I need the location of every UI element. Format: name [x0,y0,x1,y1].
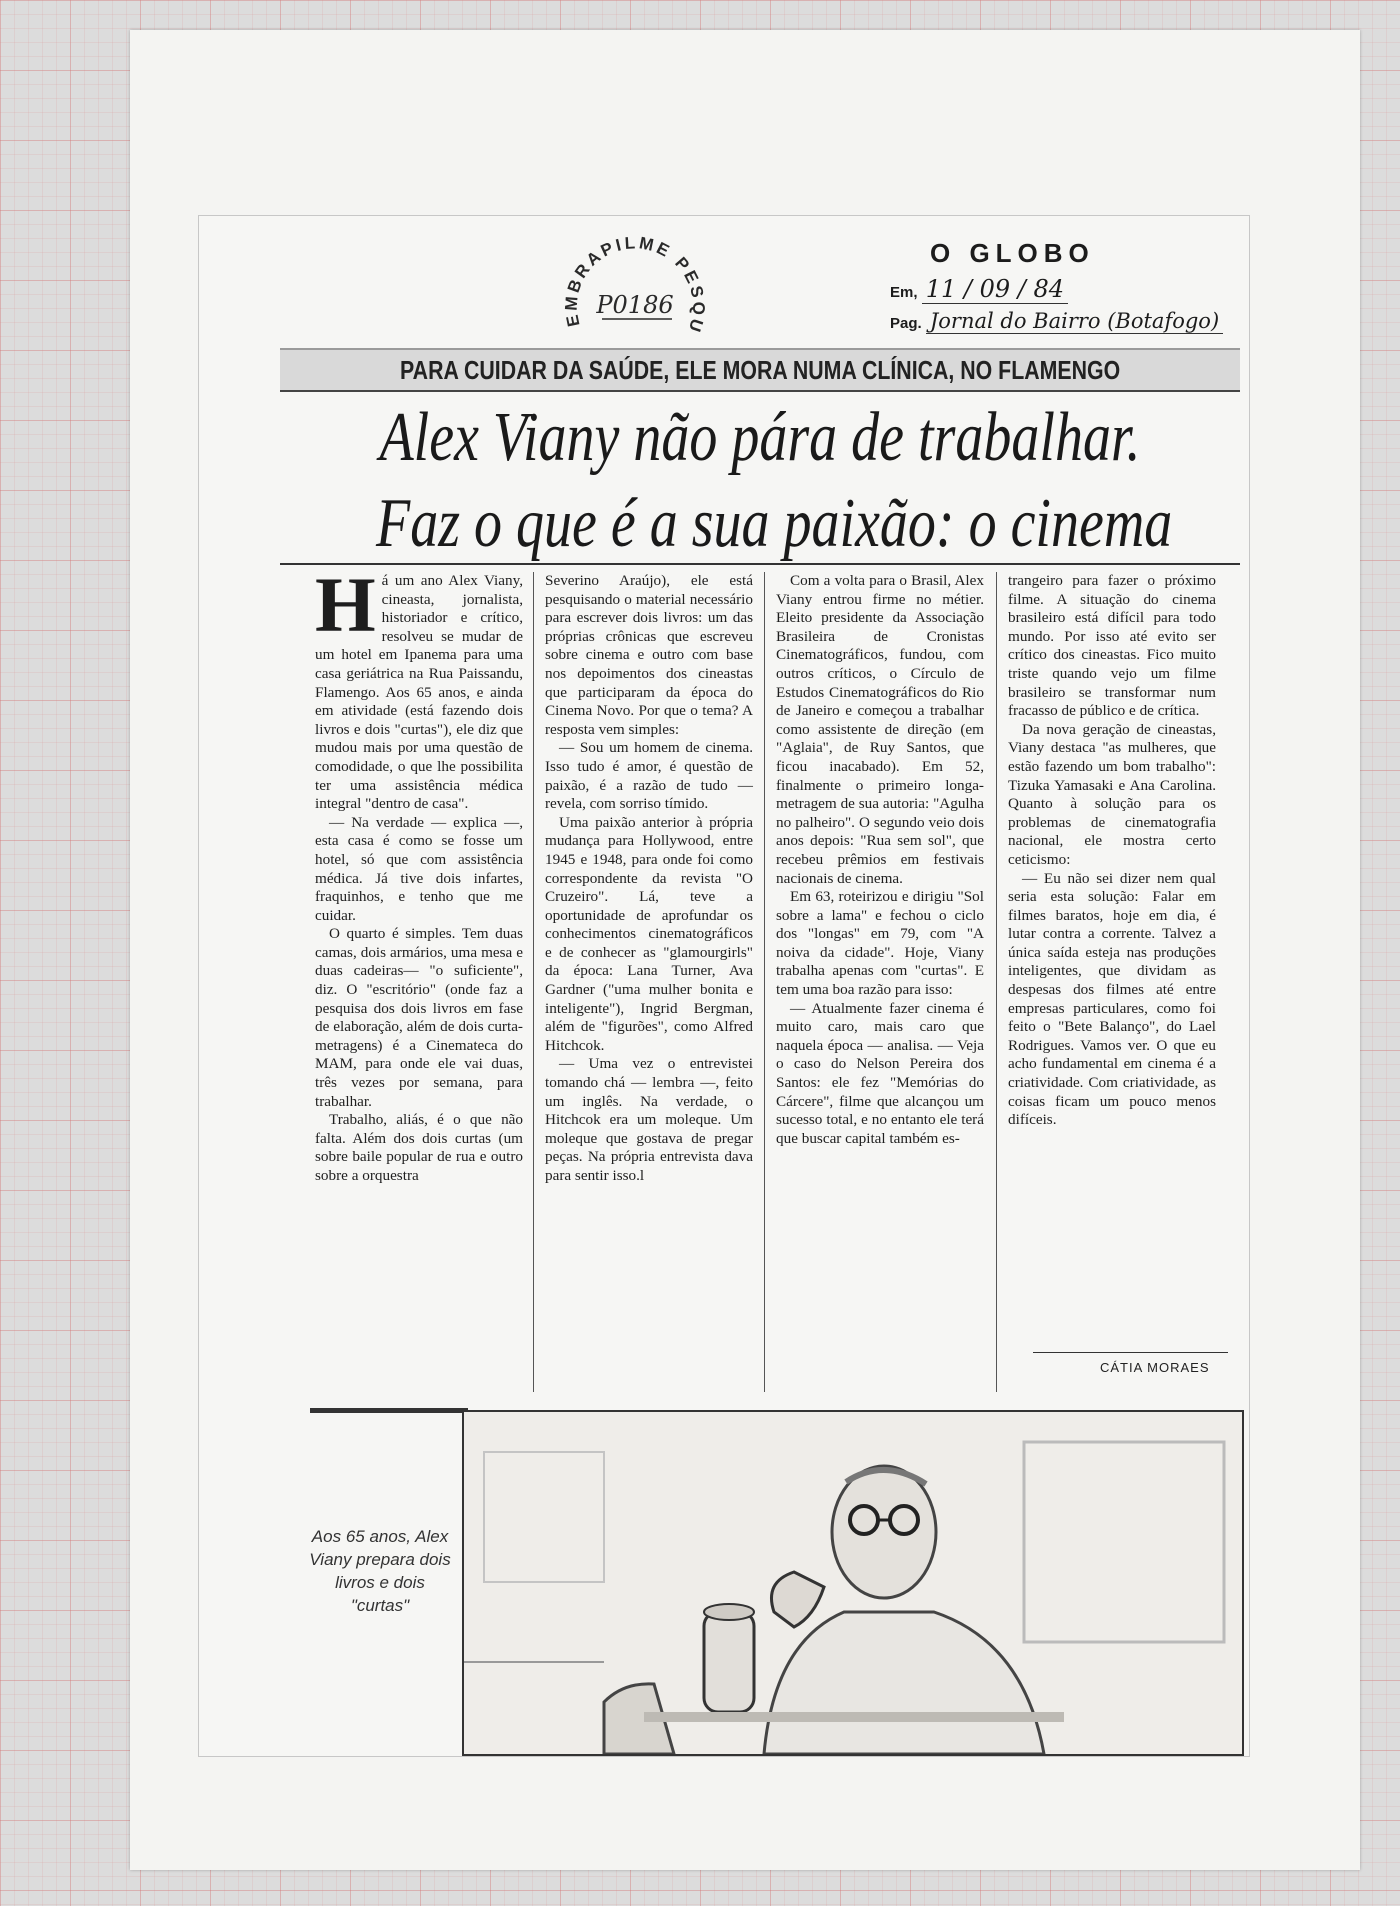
paragraph-text: á um ano Alex Viany, cineasta, jornalista, historiador e crítico, resolveu se mudar de um hotel em Ipanema para uma casa geriátrica na Rua Paissandu, Flamengo. Aos 65 anos, e ainda em atividade (está fazendo dois livros e dois "curtas"), ele diz que mudou mais por uma questão de comodidade, o que lhe possibilita ter uma assistência médica integral "dentro de casa". [315,572,523,813]
column-2 [545,572,753,1186]
column-divider [996,572,997,1392]
photo-rule [310,1408,468,1413]
portrait-photo-icon [464,1412,1242,1754]
paragraph: Em 63, roteirizou e dirigiu "Sol sobre a lama" e fechou o ciclo dos "longas" em 79, com "A noiva da cidade". Hoje, Viany trabalha apenas com "curtas". E tem uma boa razão para isso: [776,888,984,999]
column-4 [1008,572,1216,1130]
article-byline: CÁTIA MORAES [1100,1360,1210,1375]
paragraph: Severino Araújo), ele está pesquisando o material necessário para escrever dois livros: um das próprias crônicas que escreveu sobre cinema e outro com base nos depoimentos dos cineastas que participaram da época do Cinema Novo. Por que o tema? A resposta vem simples: [545,572,753,738]
newspaper-name: O GLOBO [930,238,1095,268]
page-label: Pag. [890,315,922,332]
column-1 [315,561,523,1186]
column-divider [533,572,534,1392]
paragraph: Trabalho, aliás, é o que não falta. Além dos dois curtas (um sobre baile popular de rua e outro sobre a orquestra [315,1111,523,1184]
paragraph [315,561,523,814]
paragraph: — Eu não sei dizer nem qual seria esta solução: Falar em filmes baratos, hoje em dia, é lutar contra a corrente. Talvez a única saída esteja nas produções inteligentes, que dividam as despesas dos filmes até entre empresas particulares, como foi feito o "Bete Balanço", do Lael Rodrigues. Vamos ver. O que eu acho fundamental em cinema é a criatividade. Com criatividade, as coisas ficam um pouco menos difíceis. [1008,869,1216,1129]
paragraph: — Sou um homem de cinema. Isso tudo é amor, é questão de paixão, é a razão de tudo — revela, com sorriso tímido. [545,739,753,813]
paragraph: O quarto é simples. Tem duas camas, dois armários, uma mesa e duas cadeiras— "o suficiente", diz. O "escritório" (onde faz a pesquisa dos dois livros em fase de elaboração, além de dois curta-metragens) é a Cinemateca do MAM, para onde ele vai duas, três vezes por semana, para trabalhar. [315,925,523,1110]
photo-caption: Aos 65 anos, Alex Viany prepara dois livros e dois "curtas" [309,1527,451,1615]
headline-line-1: Alex Viany não pára de trabalhar. [379,399,1141,476]
paragraph: — Uma vez o entrevistei tomando chá — lembra —, feito um inglês. Na verdade, o Hitchcok era um moleque. Um moleque que gostava de pregar peças. Na própria entrevista dava para sentir isso.l [545,1055,753,1184]
newspaper-info [890,238,1290,333]
byline-rule [1033,1352,1228,1353]
page-row [890,309,1290,333]
stamp-code: P0186 [596,291,674,319]
paragraph: — Atualmente fazer cinema é muito caro, mais caro que naquela época — analisa. — Veja o caso do Nelson Pereira dos Santos: ele fez "Memórias do Cárcere", filme que alcançou um sucesso total, e no entanto ele terá que buscar capital também es- [776,999,984,1147]
column-3 [776,572,984,1148]
date-value: 11 / 09 / 84 [922,275,1068,304]
article-headline [280,395,1240,567]
date-row [890,275,1290,303]
article-body [315,561,1235,1392]
paragraph: Com a volta para o Brasil, Alex Viany entrou firme no métier. Eleito presidente da Associação Brasileira de Cronistas Cinematográficos, fundou, com outros críticos, o Círculo de Estudos Cinematográficos do Rio de Janeiro e começou a trabalhar como assistente de direção (em "Aglaia", de Ruy Santos, que ficou inacabado). Em 52, finalmente o primeiro longa-metragem de sua autoria: "Agulha no palheiro". O segundo veio dois anos depois: "Rua sem sol", que recebeu prêmios em festivais nacionais de cinema. [776,572,984,887]
paragraph: Da nova geração de cineastas, Viany destaca "as mulheres, que estão fazendo um bom trabalho": Tizuka Yamasaki e Ana Carolina. Quanto à solução para os problemas de cinematografia nacional, ele mostra certo ceticismo: [1008,720,1216,868]
kicker-bar [280,348,1240,392]
page-value: Jornal do Bairro (Botafogo) [926,309,1223,334]
drop-cap: H [315,561,376,648]
stamp-ring-text: EMBRAPILME PESQU [561,233,709,337]
date-label: Em, [890,284,918,301]
paragraph: Uma paixão anterior à própria mudança para Hollywood, entre 1945 e 1948, para onde foi como correspondente da revista "O Cruzeiro". Lá, teve a oportunidade de aprofundar os conhecimentos cinematográficos e de conhecer as "glamourgirls" da época: Lana Turner, Ava Gardner ("uma mulher bonita e inteligente"), Ingrid Bergman, além de "figurões", como Alfred Hitchcok. [545,813,753,1054]
article-photo [462,1410,1244,1756]
headline-line-2: Faz o que é a sua paixão: o cinema [376,485,1173,562]
headline-rule [280,563,1240,565]
paragraph: — Na verdade — explica —, esta casa é como se fosse um hotel, só que com assistência médica. Já tive dois infartes, fraquinhos, e tenho que me cuidar. [315,813,523,924]
article-kicker: PARA CUIDAR DA SAÚDE, ELE MORA NUMA CLÍNICA, NO FLAMENGO [399,354,1121,385]
paragraph: trangeiro para fazer o próximo filme. A situação do cinema brasileiro está difícil para todo mundo. Por isso até evito ser crítico dos cineastas. Fico muito triste quando vejo um filme brasileiro se transformar num fracasso de público e de crítica. [1008,572,1216,720]
column-divider [764,572,765,1392]
